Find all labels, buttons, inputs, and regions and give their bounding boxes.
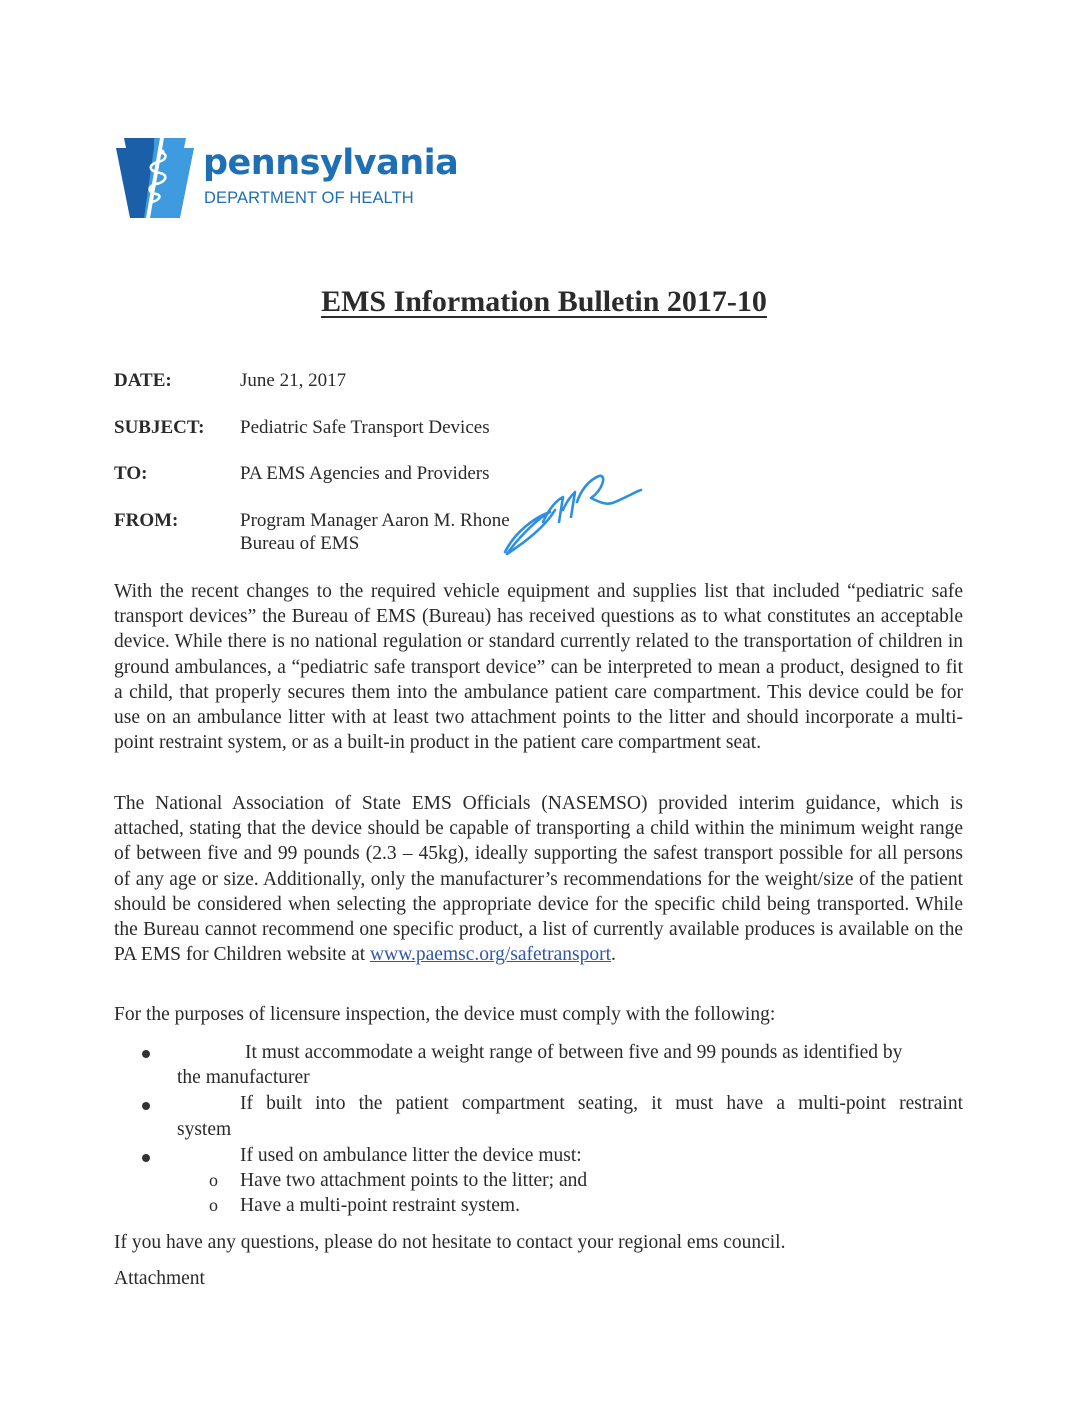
closing-sentence: If you have any questions, please do not hesitate to contact your regional ems council. (114, 1232, 786, 1253)
bullet-2-line-2: system (177, 1119, 232, 1140)
bullet-icon (142, 1102, 150, 1110)
date-value: June 21, 2017 (240, 370, 347, 391)
bullet-icon (142, 1154, 150, 1162)
sub-bullet-2: Have a multi-point restraint system. (240, 1195, 520, 1216)
bullet-1-line-2: the manufacturer (177, 1067, 310, 1088)
keystone-caduceus-icon (114, 138, 196, 218)
attachment-label: Attachment (114, 1268, 205, 1289)
from-value-bureau: Bureau of EMS (240, 533, 360, 554)
sub-bullet-icon: o (209, 1195, 218, 1215)
subject-value: Pediatric Safe Transport Devices (240, 417, 490, 438)
logo-wordmark: pennsylvania (203, 143, 459, 183)
to-label: TO: (114, 463, 148, 484)
subject-label: SUBJECT: (114, 417, 205, 438)
to-value: PA EMS Agencies and Providers (240, 463, 490, 484)
bulletin-title-container (0, 285, 1088, 319)
sub-bullet-icon: o (209, 1170, 218, 1190)
body-paragraph-2 (114, 791, 963, 967)
handwritten-signature-icon (495, 462, 645, 562)
logo-subtitle: DEPARTMENT OF HEALTH (204, 189, 414, 207)
date-label: DATE: (114, 370, 172, 391)
bullet-icon (142, 1050, 150, 1058)
bullet-1-line-1: It must accommodate a weight range of between five and 99 pounds as identified by (245, 1042, 903, 1063)
body-paragraph-1: With the recent changes to the required vehicle equipment and supplies list that included “pediatric safe transport devices” the Bureau of EMS (Bureau) has received questions as to what constitutes an acceptable device. While there is no national regulation or standard currently related to the transportation of children in ground ambulances, a “pediatric safe transport device” can be interpreted to mean a product, designed to fit a child, that properly secures them into the ambulance patient care compartment. This device could be for use on an ambulance litter with at least two attachment points to the litter and should incorporate a multi-point restraint system, or as a built-in product in the patient care compartment seat. (114, 581, 963, 754)
from-value-name: Program Manager Aaron M. Rhone (240, 510, 510, 531)
list-intro: For the purposes of licensure inspection, the device must comply with the following: (114, 1004, 776, 1025)
link-suffix: . (611, 944, 616, 966)
bullet-3-line-1: If used on ambulance litter the device must: (240, 1145, 582, 1166)
safetransport-link[interactable]: www.paemsc.org/safetransport (370, 944, 612, 966)
paragraph-2-text: The National Association of State EMS Officials (NASEMSO) provided interim guidance, which is attached, stating that the device should be capable of transporting a child within the minimum weight range of between five and 99 pounds (2.3 – 45kg), ideally supporting the safest transport possible for all persons of any age or size. Additionally, only the manufacturer’s recommendations for the weight/size of the patient should be considered when selecting the appropriate device for the specific child being transported. While the Bureau cannot recommend one specific product, a list of currently available produces is available on the PA EMS for Children website at (114, 793, 963, 966)
pa-health-logo (114, 138, 459, 218)
bullet-2-line-1: If built into the patient compartment seating, it must have a multi-point restraint (240, 1093, 963, 1114)
bulletin-title: EMS Information Bulletin 2017-10 (321, 285, 767, 318)
from-label: FROM: (114, 510, 179, 531)
sub-bullet-1: Have two attachment points to the litter; and (240, 1170, 588, 1191)
